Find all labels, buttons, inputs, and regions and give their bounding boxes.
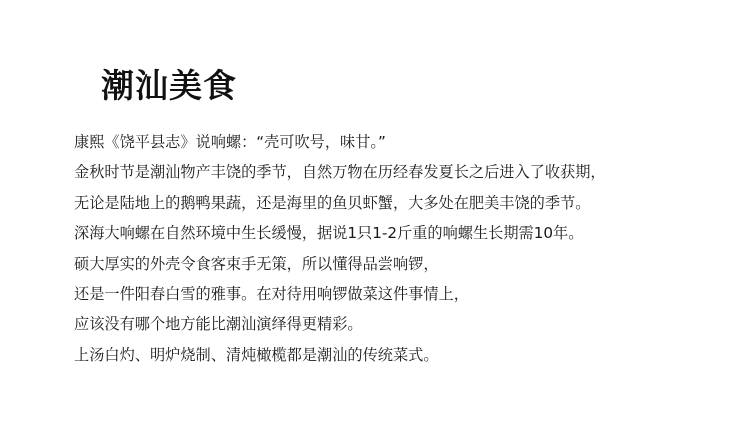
article-title: 潮汕美食: [101, 66, 237, 105]
paragraph-line: 应该没有哪个地方能比潮汕演绎得更精彩。: [74, 315, 363, 334]
article-body: [74, 127, 734, 370]
paragraph-line: 深海大响螺在自然环境中生长缓慢，据说1只1-2斤重的响螺生长期需10年。: [74, 224, 584, 243]
paragraph-line: 还是一件阳春白雪的雅事。在对待用响锣做菜这件事情上，: [74, 284, 469, 303]
paragraph-line: 硕大厚实的外壳令食客束手无策，所以懂得品尝响锣，: [74, 254, 439, 273]
paragraph-line: 无论是陆地上的鹅鸭果蔬，还是海里的鱼贝虾蟹，大多处在肥美丰饶的季节。: [74, 193, 591, 212]
paragraph-line: 金秋时节是潮汕物产丰饶的季节，自然万物在历经春发夏长之后进入了收获期，: [74, 163, 606, 182]
paragraph-line: 康熙《饶平县志》说响螺：“壳可吹号，味甘。”: [74, 133, 386, 151]
paragraph-line: 上汤白灼、明炉烧制、清炖橄榄都是潮汕的传统菜式。: [74, 345, 439, 364]
